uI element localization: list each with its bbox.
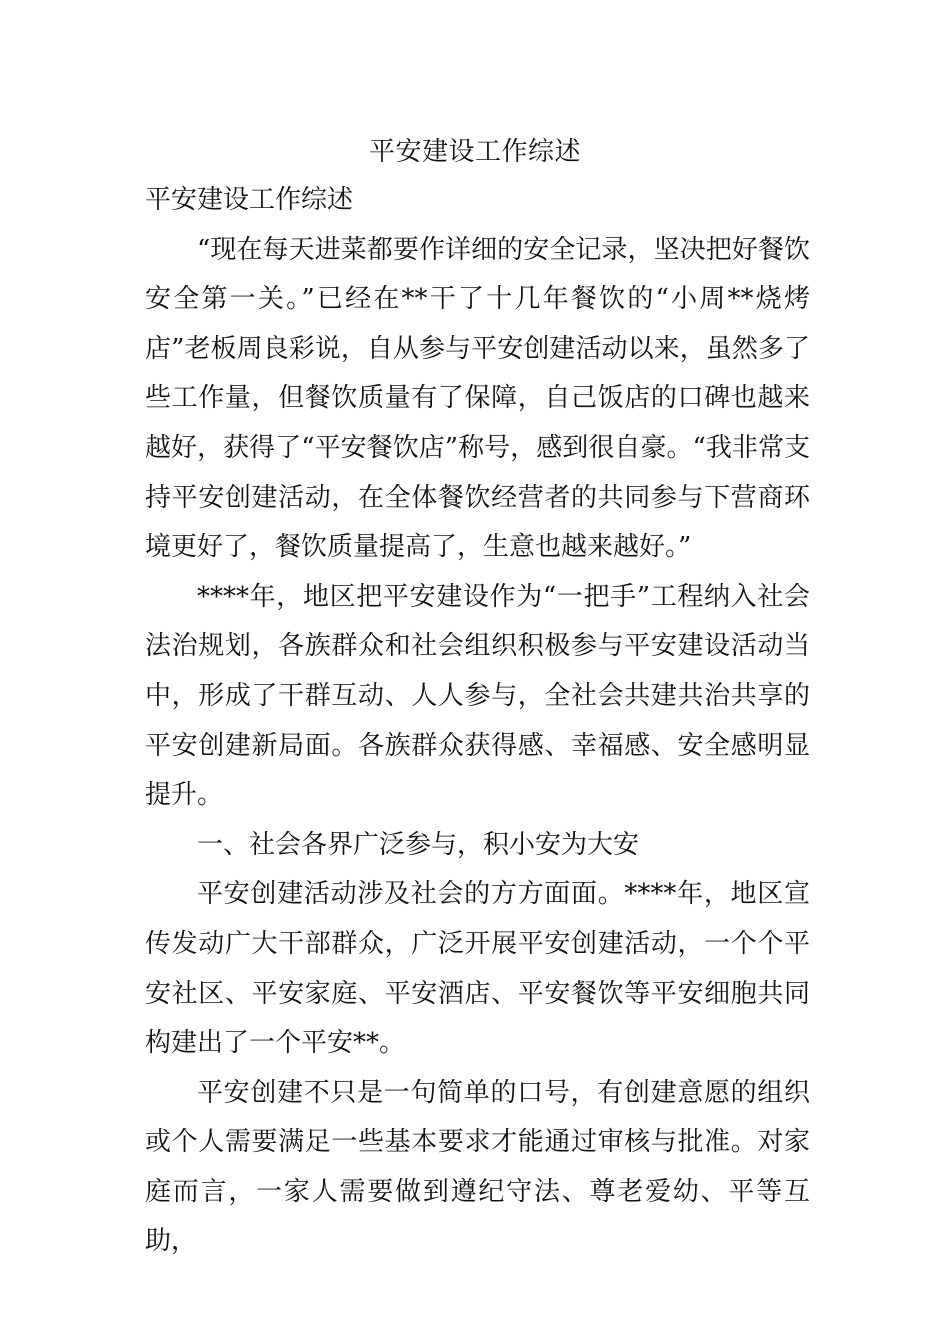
paragraph-activities: 平安创建活动涉及社会的方方面面。****年，地区宣传发动广大干部群众，广泛开展平安创建活动，一个个平安社区、平安家庭、平安酒店、平安餐饮等平安细胞共同构建出了一个平安**。: [145, 879, 810, 1059]
document-body: [145, 176, 810, 1267]
document-title: 平安建设工作综述: [368, 137, 581, 167]
section-heading-1: 一、社会各界广泛参与，积小安为大安: [197, 829, 640, 860]
document-subtitle: 平安建设工作综述: [145, 185, 354, 215]
paragraph-overview: ****年，地区把平安建设作为“一把手”工程纳入社会法治规划，各族群众和社会组织积极参与平安建设活动当中，形成了干群互动、人人参与，全社会共建共治共享的平安创建新局面。各族群众获得感、幸福感、安全感明显提升。: [145, 581, 810, 811]
paragraph-requirements: 平安创建不只是一句简单的口号，有创建意愿的组织或个人需要满足一些基本要求才能通过审核与批准。对家庭而言，一家人需要做到遵纪守法、尊老爱幼、平等互助，: [145, 1077, 810, 1257]
paragraph-quote: “现在每天进菜都要作详细的安全记录，坚决把好餐饮安全第一关。”已经在**干了十几年餐饮的“小周**烧烤店”老板周良彩说，自从参与平安创建活动以来，虽然多了些工作量，但餐饮质量有了保障，自己饭店的口碑也越来越好，获得了“平安餐饮店”称号，感到很自豪。“我非常支持平安创建活动，在全体餐饮经营者的共同参与下营商环境更好了，餐饮质量提高了，生意也越来越好。”: [145, 234, 810, 563]
